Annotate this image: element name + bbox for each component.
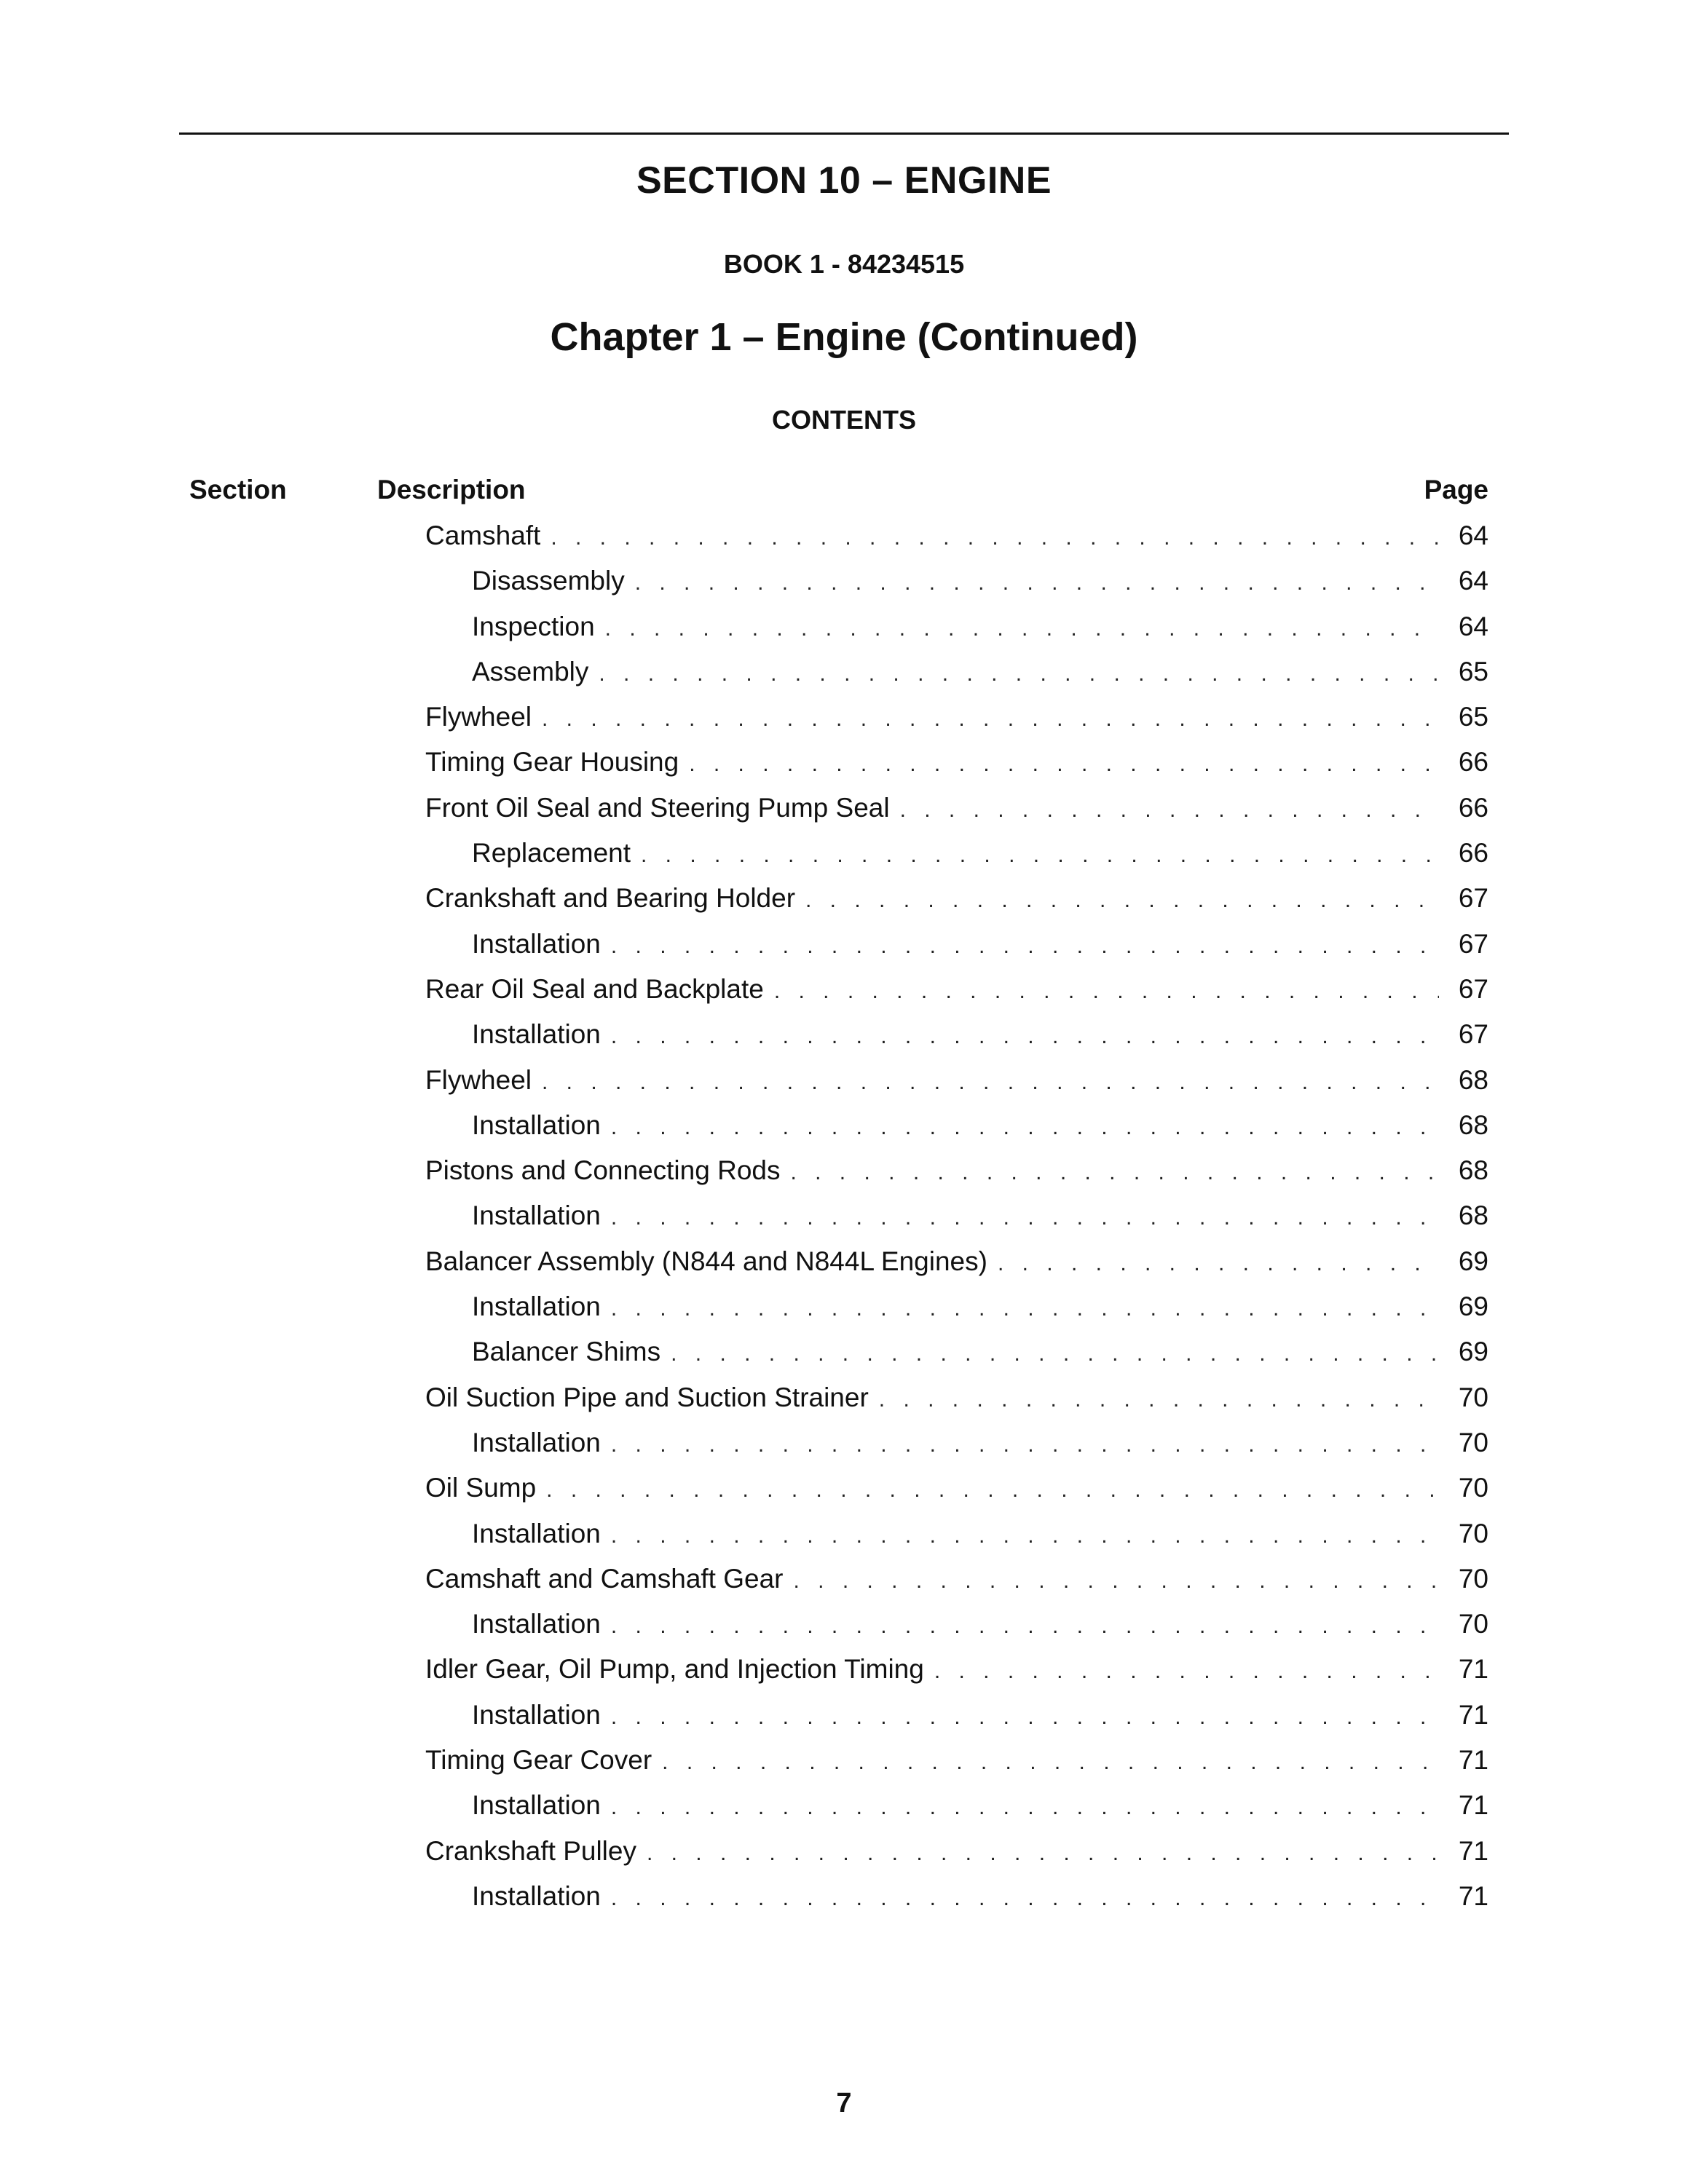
toc-dot-leader <box>611 1109 1439 1146</box>
toc-dot-leader <box>546 1472 1439 1508</box>
toc-dot-leader <box>790 1155 1439 1191</box>
toc-dot-leader <box>647 1835 1439 1872</box>
toc-entry-label: Crankshaft Pulley <box>425 1835 636 1866</box>
toc-entry-label: Pistons and Connecting Rods <box>425 1155 781 1186</box>
toc-entry <box>425 790 1488 835</box>
toc-entry-page: 71 <box>1458 1745 1488 1776</box>
toc-entry <box>425 1289 1488 1334</box>
column-header-description: Description <box>377 475 526 505</box>
toc-entry-label: Oil Suction Pipe and Suction Strainer <box>425 1382 869 1412</box>
toc-dot-leader <box>551 520 1439 556</box>
toc-entry-page: 68 <box>1458 1200 1488 1231</box>
toc-dot-leader <box>635 565 1439 601</box>
toc-entry <box>425 699 1488 744</box>
column-header-section: Section <box>189 475 287 505</box>
toc-entry <box>425 1380 1488 1425</box>
toc-entry-page: 66 <box>1458 747 1488 778</box>
toc-entry-page: 69 <box>1458 1246 1488 1276</box>
toc-entry-page: 67 <box>1458 928 1488 959</box>
toc-entry-label: Oil Sump <box>425 1473 537 1503</box>
toc-dot-leader <box>641 837 1439 874</box>
toc-entry-page: 71 <box>1458 1880 1488 1911</box>
toc-dot-leader <box>611 1200 1439 1236</box>
toc-entry-label: Idler Gear, Oil Pump, and Injection Timing <box>425 1654 924 1685</box>
toc-entry <box>425 1651 1488 1696</box>
toc-entry-page: 68 <box>1458 1155 1488 1186</box>
column-header-page: Page <box>1424 475 1488 505</box>
toc-entry-page: 67 <box>1458 883 1488 914</box>
toc-dot-leader <box>611 1518 1439 1554</box>
toc-entry <box>425 1878 1488 1923</box>
toc-entry-label: Installation <box>472 1790 601 1821</box>
section-title: SECTION 10 – ENGINE <box>636 159 1052 202</box>
page-number: 7 <box>836 2088 852 2118</box>
toc-entry-label: Installation <box>472 928 601 959</box>
toc-dot-leader <box>879 1382 1439 1418</box>
toc-entry-page: 71 <box>1458 1699 1488 1730</box>
chapter-title: Chapter 1 – Engine (Continued) <box>550 315 1138 359</box>
toc-entry-label: Installation <box>472 1880 601 1911</box>
toc-entry-page: 70 <box>1458 1427 1488 1457</box>
toc-entry-page: 65 <box>1458 656 1488 687</box>
toc-entry-label: Front Oil Seal and Steering Pump Seal <box>425 792 890 823</box>
table-of-contents <box>425 518 1488 1923</box>
toc-dot-leader <box>689 746 1439 783</box>
toc-entry <box>425 1561 1488 1606</box>
toc-entry-page: 68 <box>1458 1064 1488 1095</box>
toc-entry <box>425 1062 1488 1107</box>
toc-entry <box>425 1334 1488 1379</box>
toc-entry-page: 71 <box>1458 1654 1488 1685</box>
toc-entry-label: Crankshaft and Bearing Holder <box>425 883 796 914</box>
contents-heading: CONTENTS <box>772 405 916 435</box>
toc-entry-label: Balancer Assembly (N844 and N844L Engines) <box>425 1246 987 1276</box>
toc-entry-page: 67 <box>1458 973 1488 1004</box>
toc-dot-leader <box>611 1880 1439 1917</box>
toc-entry-label: Inspection <box>472 611 595 641</box>
toc-entry-page: 64 <box>1458 566 1488 596</box>
toc-entry-page: 66 <box>1458 792 1488 823</box>
toc-entry-label: Flywheel <box>425 1064 532 1095</box>
toc-entry-page: 70 <box>1458 1473 1488 1503</box>
toc-entry <box>425 1516 1488 1561</box>
toc-entry <box>425 1833 1488 1878</box>
toc-entry-label: Installation <box>472 1518 601 1548</box>
toc-entry <box>425 1107 1488 1152</box>
toc-entry-page: 69 <box>1458 1337 1488 1367</box>
toc-entry <box>425 880 1488 925</box>
toc-dot-leader <box>542 701 1439 737</box>
toc-entry-label: Installation <box>472 1109 601 1140</box>
toc-entry <box>425 518 1488 563</box>
toc-entry <box>425 1152 1488 1198</box>
toc-entry <box>425 609 1488 654</box>
toc-dot-leader <box>611 1291 1439 1327</box>
toc-entry-page: 70 <box>1458 1609 1488 1639</box>
toc-dot-leader <box>611 1789 1439 1826</box>
toc-entry-page: 69 <box>1458 1291 1488 1322</box>
toc-entry <box>425 1198 1488 1243</box>
toc-dot-leader <box>998 1246 1439 1282</box>
toc-entry-label: Installation <box>472 1609 601 1639</box>
toc-entry-page: 68 <box>1458 1109 1488 1140</box>
toc-dot-leader <box>542 1064 1439 1101</box>
toc-entry-label: Replacement <box>472 838 631 869</box>
top-rule <box>179 132 1509 135</box>
toc-dot-leader <box>611 928 1439 965</box>
toc-entry-label: Camshaft and Camshaft Gear <box>425 1563 784 1594</box>
toc-entry <box>425 654 1488 699</box>
toc-entry-page: 64 <box>1458 611 1488 641</box>
toc-entry <box>425 971 1488 1016</box>
toc-entry-page: 71 <box>1458 1835 1488 1866</box>
toc-entry-label: Installation <box>472 1291 601 1322</box>
toc-dot-leader <box>662 1744 1439 1781</box>
toc-entry-label: Balancer Shims <box>472 1337 661 1367</box>
toc-dot-leader <box>794 1563 1440 1599</box>
toc-entry <box>425 563 1488 608</box>
toc-dot-leader <box>611 1608 1439 1645</box>
toc-entry-label: Installation <box>472 1200 601 1231</box>
toc-dot-leader <box>805 882 1439 919</box>
toc-entry <box>425 1470 1488 1515</box>
toc-entry-page: 70 <box>1458 1518 1488 1548</box>
toc-entry <box>425 1787 1488 1832</box>
toc-entry-page: 70 <box>1458 1382 1488 1412</box>
toc-entry <box>425 1606 1488 1651</box>
book-id: BOOK 1 - 84234515 <box>723 249 965 279</box>
toc-entry-label: Installation <box>472 1019 601 1050</box>
toc-entry-page: 66 <box>1458 838 1488 869</box>
toc-entry-label: Rear Oil Seal and Backplate <box>425 973 764 1004</box>
toc-entry-page: 67 <box>1458 1019 1488 1050</box>
toc-dot-leader <box>605 611 1439 647</box>
toc-entry-page: 70 <box>1458 1563 1488 1594</box>
toc-entry-page: 64 <box>1458 521 1488 550</box>
toc-entry <box>425 744 1488 789</box>
toc-entry-label: Flywheel <box>425 702 532 732</box>
toc-entry <box>425 1742 1488 1787</box>
toc-entry <box>425 926 1488 971</box>
toc-entry-label: Disassembly <box>472 566 625 596</box>
toc-entry <box>425 835 1488 880</box>
toc-entry-label: Installation <box>472 1427 601 1457</box>
toc-dot-leader <box>671 1336 1439 1372</box>
toc-entry <box>425 1425 1488 1470</box>
toc-entry <box>425 1016 1488 1061</box>
toc-dot-leader <box>611 1699 1439 1736</box>
toc-dot-leader <box>611 1018 1439 1055</box>
toc-dot-leader <box>900 792 1439 828</box>
toc-dot-leader <box>934 1653 1439 1690</box>
toc-entry-label: Timing Gear Housing <box>425 747 679 778</box>
toc-entry-page: 65 <box>1458 702 1488 732</box>
toc-dot-leader <box>611 1427 1439 1463</box>
toc-dot-leader <box>774 973 1439 1010</box>
toc-entry-label: Assembly <box>472 656 589 687</box>
toc-entry <box>425 1697 1488 1742</box>
toc-entry-label: Installation <box>472 1699 601 1730</box>
toc-entry-page: 71 <box>1458 1790 1488 1821</box>
toc-entry-label: Camshaft <box>425 521 541 550</box>
toc-entry <box>425 1243 1488 1289</box>
toc-dot-leader <box>599 656 1439 692</box>
toc-entry-label: Timing Gear Cover <box>425 1745 652 1776</box>
